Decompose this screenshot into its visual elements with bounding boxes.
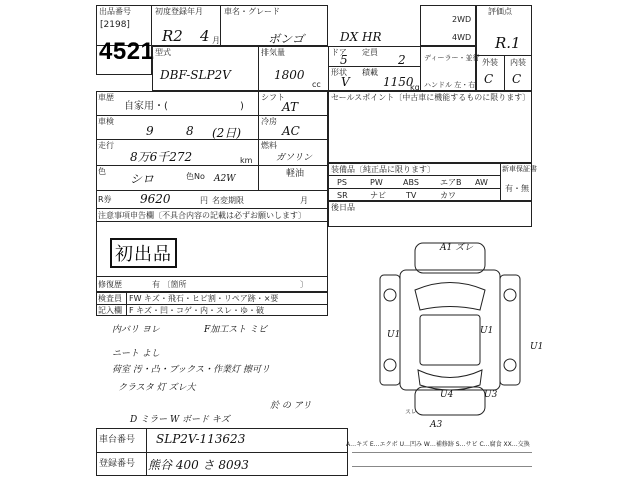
shift-handwritten: AT xyxy=(282,100,299,114)
lot-label: 出品番号 xyxy=(99,7,131,16)
diagram-label-u1-center: U1 xyxy=(480,326,494,336)
recycle-handwritten: 9620 xyxy=(140,192,171,206)
first-reg-month: 4 xyxy=(200,27,210,45)
inspection-label: 車検 xyxy=(98,117,114,126)
interior-handwritten: C xyxy=(512,72,522,86)
exterior-handwritten: C xyxy=(484,72,494,86)
inspector-note-1: 内バリ ヨレ xyxy=(112,325,160,335)
repair-value: 有 〔箇所 xyxy=(152,280,187,289)
diagram-front-mark: スレ xyxy=(405,409,418,416)
color-handwritten: シロ xyxy=(130,172,155,186)
fuel-label: 燃料 xyxy=(261,141,277,150)
reg-label: 登録番号 xyxy=(99,459,136,469)
inspector-marks-2: F キズ・凹・コゲ・内・スレ・ゆ・破 xyxy=(129,306,264,315)
name-handwritten: ボンゴ xyxy=(268,32,305,46)
doors-label: ドア xyxy=(331,48,347,57)
notes-title: 注意事項申告欄〔不具合内容の記載は必ずお願いします〕 xyxy=(98,211,306,220)
score-label: 評価点 xyxy=(488,7,512,16)
recycle-label: R券 xyxy=(98,195,112,204)
shift-label: シフト xyxy=(261,93,285,102)
inspection-month: 8 xyxy=(186,124,194,138)
mileage-handwritten: 8万6千272 xyxy=(130,150,193,164)
equip-leather: カワ xyxy=(440,191,456,200)
chassis-label: 車台番号 xyxy=(99,435,136,445)
equip-sr: SR xyxy=(337,191,348,200)
load-label: 積載 xyxy=(362,68,378,77)
diagram-legend: A…キズ E…エクボ U…凹み W…補修跡 S…サビ C…腐食 XX…交換 xyxy=(346,441,530,448)
equip-tv: TV xyxy=(406,191,417,200)
load-handwritten: 1150 xyxy=(383,75,414,89)
diagram-label-u3: U3 xyxy=(484,390,498,400)
equipment-title: 装備品〔純正品に限ります〕 xyxy=(331,165,435,174)
inspector-note-7: D ミラー W ボード キズ xyxy=(130,415,230,425)
chassis-handwritten: SLP2V-113623 xyxy=(156,432,246,446)
diagram-label-u1-left: U1 xyxy=(387,330,401,340)
first-listing-stamp: 初出品 xyxy=(110,238,177,268)
name-change-value: 月 xyxy=(300,196,308,205)
inspector-label-2: 記入欄 xyxy=(98,306,122,315)
fuel-handwritten: ガソリン xyxy=(276,153,313,163)
usage-label: 車歴 xyxy=(98,93,114,102)
exterior-label: 外装 xyxy=(482,58,498,67)
shape-label: 形状 xyxy=(331,68,347,77)
lot-code: [2198] xyxy=(100,20,130,30)
inspection-day: (2日) xyxy=(212,126,241,140)
shape-handwritten: V xyxy=(341,75,350,89)
repair-close: 〕 xyxy=(300,280,308,289)
grade-handwritten: DX HR xyxy=(340,30,382,44)
recycle-unit: 円 xyxy=(200,196,208,205)
inspector-note-4: 荷室 汚・凸・ブックス・作業灯 擦可リ xyxy=(112,365,271,375)
mileage-unit: km xyxy=(240,156,253,165)
usage-close: ) xyxy=(240,101,244,112)
handle-label: ハンドル 左・右 xyxy=(424,81,476,89)
equip-navi: ナビ xyxy=(370,191,386,200)
usage-value: 自家用・( xyxy=(124,101,168,112)
diagram-label-a1: A1 ズレ xyxy=(440,243,474,253)
lot-number: 4521 xyxy=(99,38,155,65)
equip-pw: PW xyxy=(370,178,383,187)
displacement-unit: cc xyxy=(312,80,321,89)
color-label: 色 xyxy=(98,167,106,176)
equip-aw: AW xyxy=(475,178,488,187)
model-label: 型式 xyxy=(155,48,171,57)
color-no-handwritten: A2W xyxy=(214,174,236,184)
inspection-year: 9 xyxy=(146,124,154,138)
load-unit: kg xyxy=(410,83,420,92)
equip-ps: PS xyxy=(337,178,347,187)
fuel-option: 軽油 xyxy=(286,169,305,179)
displacement-label: 排気量 xyxy=(261,48,285,57)
inspector-note-5: クラスタ 灯 ズレ大 xyxy=(118,383,196,393)
color-no-label: 色No xyxy=(186,172,205,181)
displacement-handwritten: 1800 xyxy=(274,68,305,82)
dealer-label: ディーラー・並行 xyxy=(424,54,480,62)
diagram-label-u1-right: U1 xyxy=(530,342,544,352)
sales-title: セールスポイント〔中古車に機能するものに限ります〕 xyxy=(331,93,531,102)
repair-label: 修復歴 xyxy=(98,280,122,289)
diagram-label-a3: A3 xyxy=(430,420,443,430)
doors-handwritten: 5 xyxy=(340,53,348,67)
interior-label: 内装 xyxy=(510,58,526,67)
manual-label: 新車保証書 xyxy=(502,165,537,173)
ac-label: 冷房 xyxy=(261,117,277,126)
name-change-label: 名変期限 xyxy=(212,196,244,205)
model-handwritten: DBF-SLP2V xyxy=(160,68,231,82)
drive-2wd: 2WD xyxy=(452,15,472,24)
first-reg-year: R2 xyxy=(162,27,183,45)
equip-airbag: エアB xyxy=(440,178,462,187)
rear-items-label: 後日品 xyxy=(331,203,355,212)
equip-abs: ABS xyxy=(403,178,419,187)
first-reg-month-unit: 月 xyxy=(212,36,220,45)
capacity-handwritten: 2 xyxy=(398,53,406,67)
first-reg-label: 初度登録年月 xyxy=(155,7,203,16)
reg-handwritten: 熊谷 400 さ 8093 xyxy=(148,458,249,472)
manual-options: 有・無 xyxy=(505,184,529,193)
rear-items-frame xyxy=(328,201,532,227)
ac-handwritten: AC xyxy=(282,124,300,138)
mileage-label: 走行 xyxy=(98,141,114,150)
inspector-marks-1: FW キズ・飛石・ヒビ割・リペア跡・×要 xyxy=(129,294,279,303)
drive-4wd: 4WD xyxy=(452,33,472,42)
score-handwritten: R.1 xyxy=(495,34,521,52)
inspector-note-2: F加工スト ミビ xyxy=(204,325,268,335)
capacity-label: 定員 xyxy=(362,48,378,57)
inspector-note-6: 於 の アリ xyxy=(270,401,312,411)
diagram-label-u4: U4 xyxy=(440,390,454,400)
name-label: 車名・グレード xyxy=(224,7,280,16)
inspector-note-3: ニート よし xyxy=(112,349,160,359)
inspector-label: 検査員 xyxy=(98,294,122,303)
